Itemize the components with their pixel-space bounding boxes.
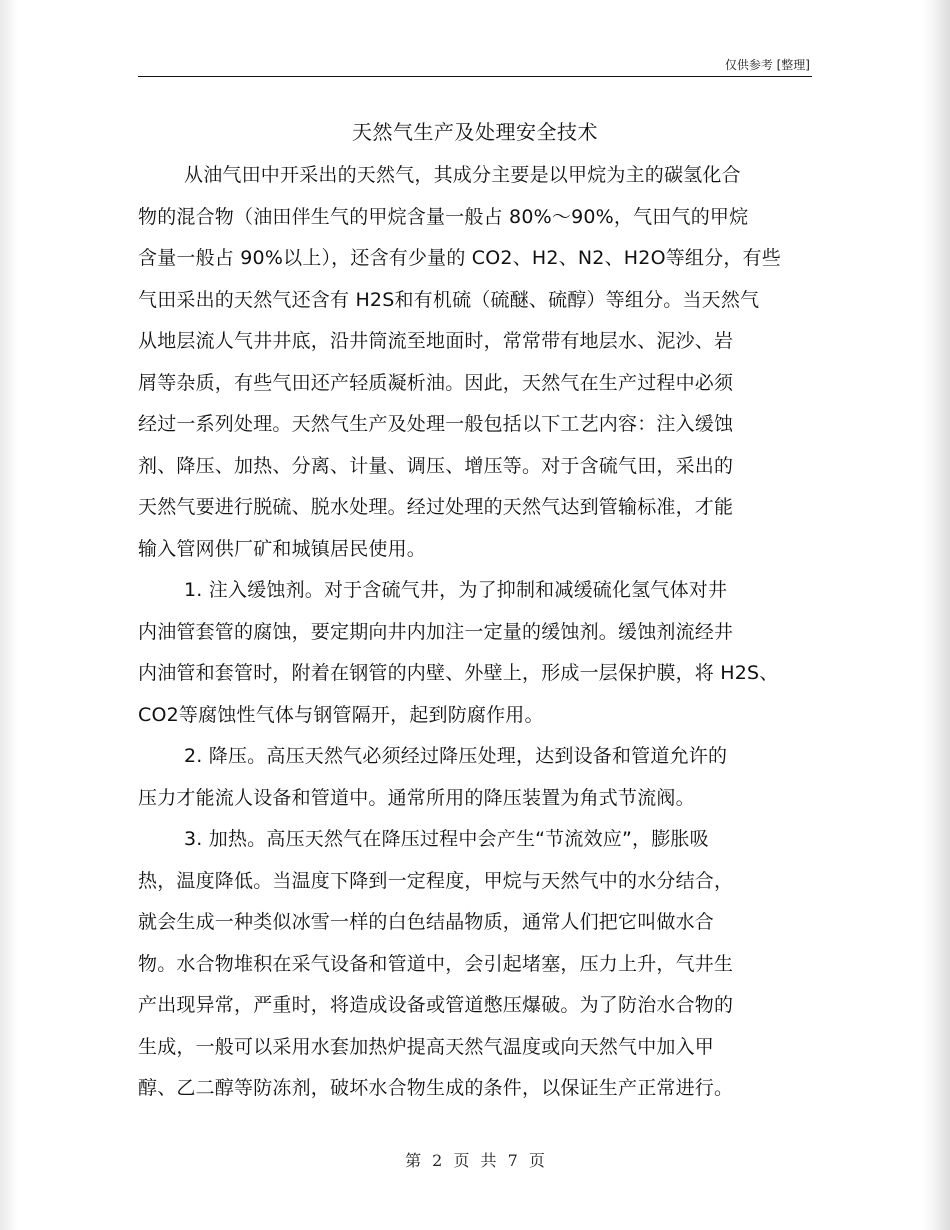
body-line: 物的混合物（油田伴生气的甲烷含量一般占 80%～90%，气田气的甲烷 bbox=[138, 205, 749, 228]
body-line: 就会生成一种类似冰雪一样的白色结晶物质，通常人们把它叫做水合 bbox=[138, 911, 715, 933]
page-edge-left bbox=[0, 0, 18, 1230]
body-line: 输入管网供厂矿和城镇居民使用。 bbox=[138, 537, 427, 560]
body-line: 物。水合物堆积在采气设备和管道中，会引起堵塞，压力上升，气井生 bbox=[138, 952, 734, 975]
body-line: 热，温度降低。当温度下降到一定程度，甲烷与天然气中的水分结合， bbox=[138, 869, 734, 892]
body-line: 醇、乙二醇等防冻剂，破坏水合物生成的条件，以保证生产正常进行。 bbox=[138, 1077, 734, 1099]
page-edge-right bbox=[922, 0, 950, 1230]
page-number: 第 2 页 共 7 页 bbox=[405, 1151, 545, 1170]
body-line: 含量一般占 90%以上），还含有少量的 CO2、H2、N2、H2O等组分，有些 bbox=[138, 247, 781, 269]
body-line: 天然气要进行脱硫、脱水处理。经过处理的天然气达到管输标准，才能 bbox=[138, 496, 734, 518]
document-body bbox=[138, 155, 810, 1110]
body-line: 压力才能流人设备和管道中。通常所用的降压装置为角式节流阀。 bbox=[138, 786, 695, 809]
body-line: 生成，一般可以采用水套加热炉提高天然气温度或向天然气中加入甲 bbox=[138, 1035, 715, 1058]
body-line: 内油管和套管时，附着在钢管的内壁、外壁上，形成一层保护膜，将 H2S、 bbox=[138, 662, 779, 684]
body-line: 剂、降压、加热、分离、计量、调压、增压等。对于含硫气田，采出的 bbox=[138, 454, 734, 477]
body-line: 屑等杂质，有些气田还产轻质凝析油。因此，天然气在生产过程中必须 bbox=[138, 371, 734, 394]
body-line: 3. 加热。高压天然气在降压过程中会产生“节流效应”，膨胀吸 bbox=[184, 828, 709, 850]
body-line: 经过一系列处理。天然气生产及处理一般包括以下工艺内容：注入缓蚀 bbox=[138, 413, 734, 435]
body-line: 1. 注入缓蚀剂。对于含硫气井，为了抑制和减缓硫化氢气体对井 bbox=[184, 579, 728, 601]
body-line: 从地层流人气井井底，沿井筒流至地面时，常常带有地层水、泥沙、岩 bbox=[138, 330, 734, 352]
body-line: 从油气田中开采出的天然气，其成分主要是以甲烷为主的碳氢化合 bbox=[184, 164, 741, 186]
header-divider bbox=[138, 76, 812, 77]
body-line: CO2等腐蚀性气体与钢管隔开，起到防腐作用。 bbox=[138, 703, 544, 726]
body-line: 产出现异常，严重时，将造成设备或管道憋压爆破。为了防治水合物的 bbox=[138, 994, 734, 1016]
body-line: 内油管套管的腐蚀，要定期向井内加注一定量的缓蚀剂。缓蚀剂流经井 bbox=[138, 620, 734, 643]
document-title: 天然气生产及处理安全技术 bbox=[352, 120, 598, 144]
header-note: 仅供参考 [整理] bbox=[724, 58, 810, 72]
body-line: 2. 降压。高压天然气必须经过降压处理，达到设备和管道允许的 bbox=[184, 745, 728, 767]
body-line: 气田采出的天然气还含有 H2S和有机硫（硫醚、硫醇）等组分。当天然气 bbox=[138, 288, 760, 311]
